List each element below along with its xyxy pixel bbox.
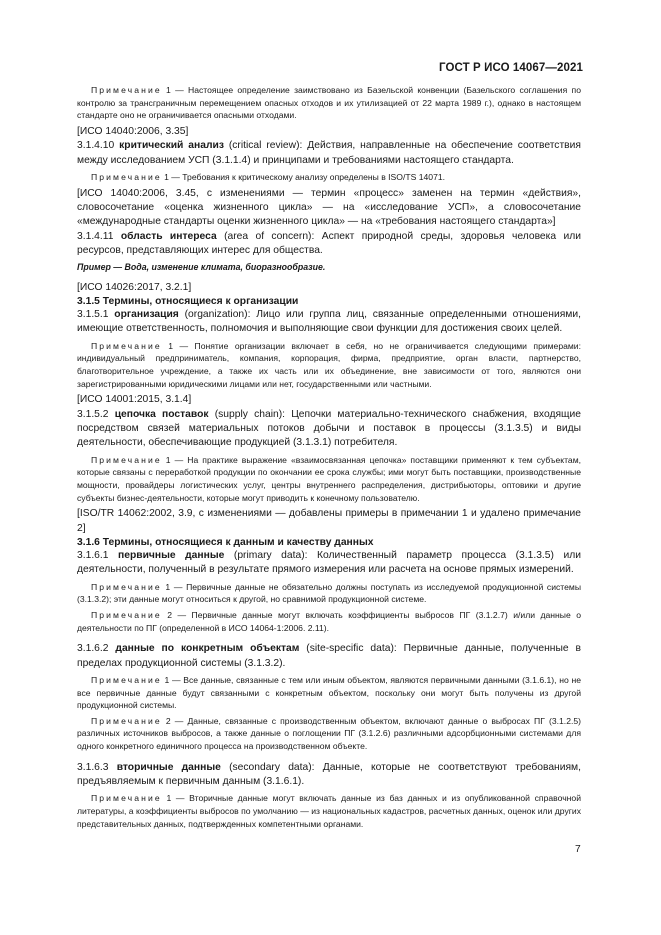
term-name: цепочка поставок — [114, 408, 209, 420]
term-name: область интереса — [120, 230, 217, 242]
term-number: 3.1.4.10 — [77, 140, 115, 152]
term-name: первичные данные — [118, 550, 225, 562]
note-text: 1 — Первичные данные не обязательно должны поступать из исследуемой продукционной системы (3.1.3.2); эти данные могут относиться к другой, но сравнимой продукционной системе. — [77, 581, 581, 605]
note-paragraph — [77, 340, 581, 390]
note-label: Примечание — [91, 85, 162, 95]
term-number: 3.1.6.3 — [77, 761, 109, 773]
note-paragraph — [77, 171, 581, 184]
term-name: вторичные данные — [116, 761, 221, 773]
note-text: 1 — Настоящее определение заимствовано из Базельской конвенции (Базельского соглашения по контролю за трансграничным перемещением опасных отходов и их утилизацией от 22 марта 1989 г.), однако в настоящем стандарте оно не ограничивается опасными отходами. — [77, 85, 581, 121]
note-label: Примечание — [91, 172, 162, 182]
note-text: 1 — Требования к критическому анализу определены в ISO/TS 14071. — [164, 172, 446, 182]
term-text: (secondary data): Данные, которые не соответствуют требованиям, предъявляемым к первичным данным (3.1.6.1). — [77, 761, 581, 787]
reference-text: [ISO/TR 14062:2002, 3.9, с изменениями — добавлены примеры в примечании 1 и удалено примечание 2] — [77, 508, 581, 534]
page-number: 7 — [575, 844, 581, 855]
note-paragraph — [77, 674, 581, 712]
term-definition — [77, 642, 581, 671]
term-number: 3.1.6.2 — [77, 643, 109, 655]
term-name: данные по конкретным объектам — [115, 643, 300, 655]
note-label: Примечание — [91, 715, 162, 726]
note-label: Примечание — [91, 454, 162, 465]
term-name: организация — [114, 309, 179, 321]
source-reference — [77, 187, 581, 230]
note-label: Примечание — [91, 581, 162, 592]
source-reference — [77, 125, 581, 139]
source-reference — [77, 507, 581, 536]
note-paragraph — [77, 454, 581, 504]
note-text: 2 — Данные, связанные с производственным объектом, включают данные о выбросах ПГ (3.1.2.5) различных источников выбросов, а также данные о поглощении ПГ (3.1.2.6) различными адсорбционными системами для одного конкретного единичного процесса на производственном объекте. — [77, 715, 582, 751]
document-body — [77, 84, 581, 833]
term-text: (critical review): Действия, направленные на обеспечение соответствия между исследованием УСП (3.1.1.4) и принципами и требованиями настоящего стандарта. — [77, 140, 581, 166]
reference-text: [ИСО 14026:2017, 3.2.1] — [77, 281, 192, 293]
term-definition — [77, 549, 581, 578]
example-text: Пример — Вода, изменение климата, биоразнообразие. — [77, 261, 326, 272]
term-text: (supply chain): Цепочки материально-технического снабжения, входящие посредством связей материальных потоков добычи и поставок в процессы (3.1.3.5) и виды деятельности, обеспечивающие продукцией (3.1.3.1) потребителя. — [77, 408, 581, 449]
note-paragraph — [77, 609, 581, 634]
term-number: 3.1.6.1 — [77, 550, 109, 562]
term-number: 3.1.5.1 — [77, 309, 109, 321]
note-paragraph — [77, 792, 581, 830]
note-label: Примечание — [91, 610, 162, 621]
note-label: Примечание — [91, 675, 162, 686]
note-text: 1 — Понятие организации включает в себя, но не ограничивается следующими примерами: индивидуальный предприниматель, компания, корпорация, фирма, предприятие, орган власти, партнерство, благотворительное учреждение, а также их часть или их объединение, вне зависимости от того, являются они зарегистрированными юридическими лицами или нет, государственными или частными. — [77, 340, 581, 389]
term-number: 3.1.4.11 — [77, 230, 114, 242]
note-text: 1 — На практике выражение «взаимосвязанная цепочка» поставщики применяют к тем субъектам, которые связаны с переработкой продукции по окончании ее срока службы; ими могут быть поставщики, производственные мощности, провайдеры логистических услуг, центры внутреннего распределения, дистрибьюторы, оптовики и другие субъекты бизнес-деятельности, которые могут приводить к конечному пользователю. — [77, 454, 581, 503]
term-text: (site-specific data): Первичные данные, полученные в пределах продукционной системы (3.1.3.2). — [77, 643, 581, 669]
term-definition — [77, 761, 581, 790]
section-heading: 3.1.6 Термины, относящиеся к данным и качеству данных — [77, 537, 374, 549]
note-text: 1 — Все данные, связанные с тем или иным объектом, являются первичными данными (3.1.6.1), но не все первичные данные будут связанными с конкретным объектом, поскольку они могут быть получены из другой продукционной системы. — [77, 675, 582, 711]
reference-text: [ИСО 14040:2006, 3.45, с изменениями — термин «процесс» заменен на термин «действия», словосочетание «оценка жизненного цикла» — на «исследование УСП», а словосочетание «международные стандарты оценки жизненного цикла» — на «требования настоящего стандарта»] — [77, 187, 581, 228]
term-definition — [77, 230, 581, 259]
note-paragraph — [77, 84, 581, 122]
note-text: 2 — Первичные данные могут включать коэффициенты выбросов ПГ (3.1.2.7) и/или данные о деятельности по ПГ (определенной в ИСО 14064-1:2006. 2.11). — [77, 610, 581, 633]
note-text: 1 — Вторичные данные могут включать данные из баз данных и из опубликованной справочной литературы, а коэффициенты выбросов по умолчанию — из национальных кадастров, расчетных данных, оценок или других представительных данных, подтвержденных компетентными органами. — [77, 793, 582, 829]
document-code-header: ГОСТ Р ИСО 14067—2021 — [438, 62, 583, 74]
reference-text: [ИСО 14040:2006, 3.35] — [77, 125, 189, 137]
term-text: (organization): Лицо или группа лиц, связанные определенными отношениями, имеющие ответственность, полномочия и выполняющие свои функции для достижения своих целей. — [77, 309, 581, 335]
term-text: (area of concern): Аспект природной среды, здоровья человека или ресурсов, представляющих интерес для общества. — [77, 230, 581, 257]
note-label: Примечание — [91, 340, 162, 351]
section-heading: 3.1.5 Термины, относящиеся к организации — [77, 296, 299, 308]
term-name: критический анализ — [119, 140, 224, 152]
source-reference — [77, 281, 581, 295]
term-definition — [77, 308, 581, 337]
note-label: Примечание — [91, 793, 162, 804]
reference-text: [ИСО 14001:2015, 3.1.4] — [77, 394, 192, 406]
note-paragraph — [77, 581, 581, 606]
term-text: (primary data): Количественный параметр процесса (3.1.3.5) или деятельности, полученный в результате прямого измерения или расчета на основе прямых измерений. — [77, 550, 581, 576]
term-definition — [77, 408, 581, 451]
note-paragraph — [77, 715, 581, 753]
term-definition — [77, 139, 581, 168]
term-number: 3.1.5.2 — [77, 408, 109, 420]
source-reference — [77, 393, 581, 407]
